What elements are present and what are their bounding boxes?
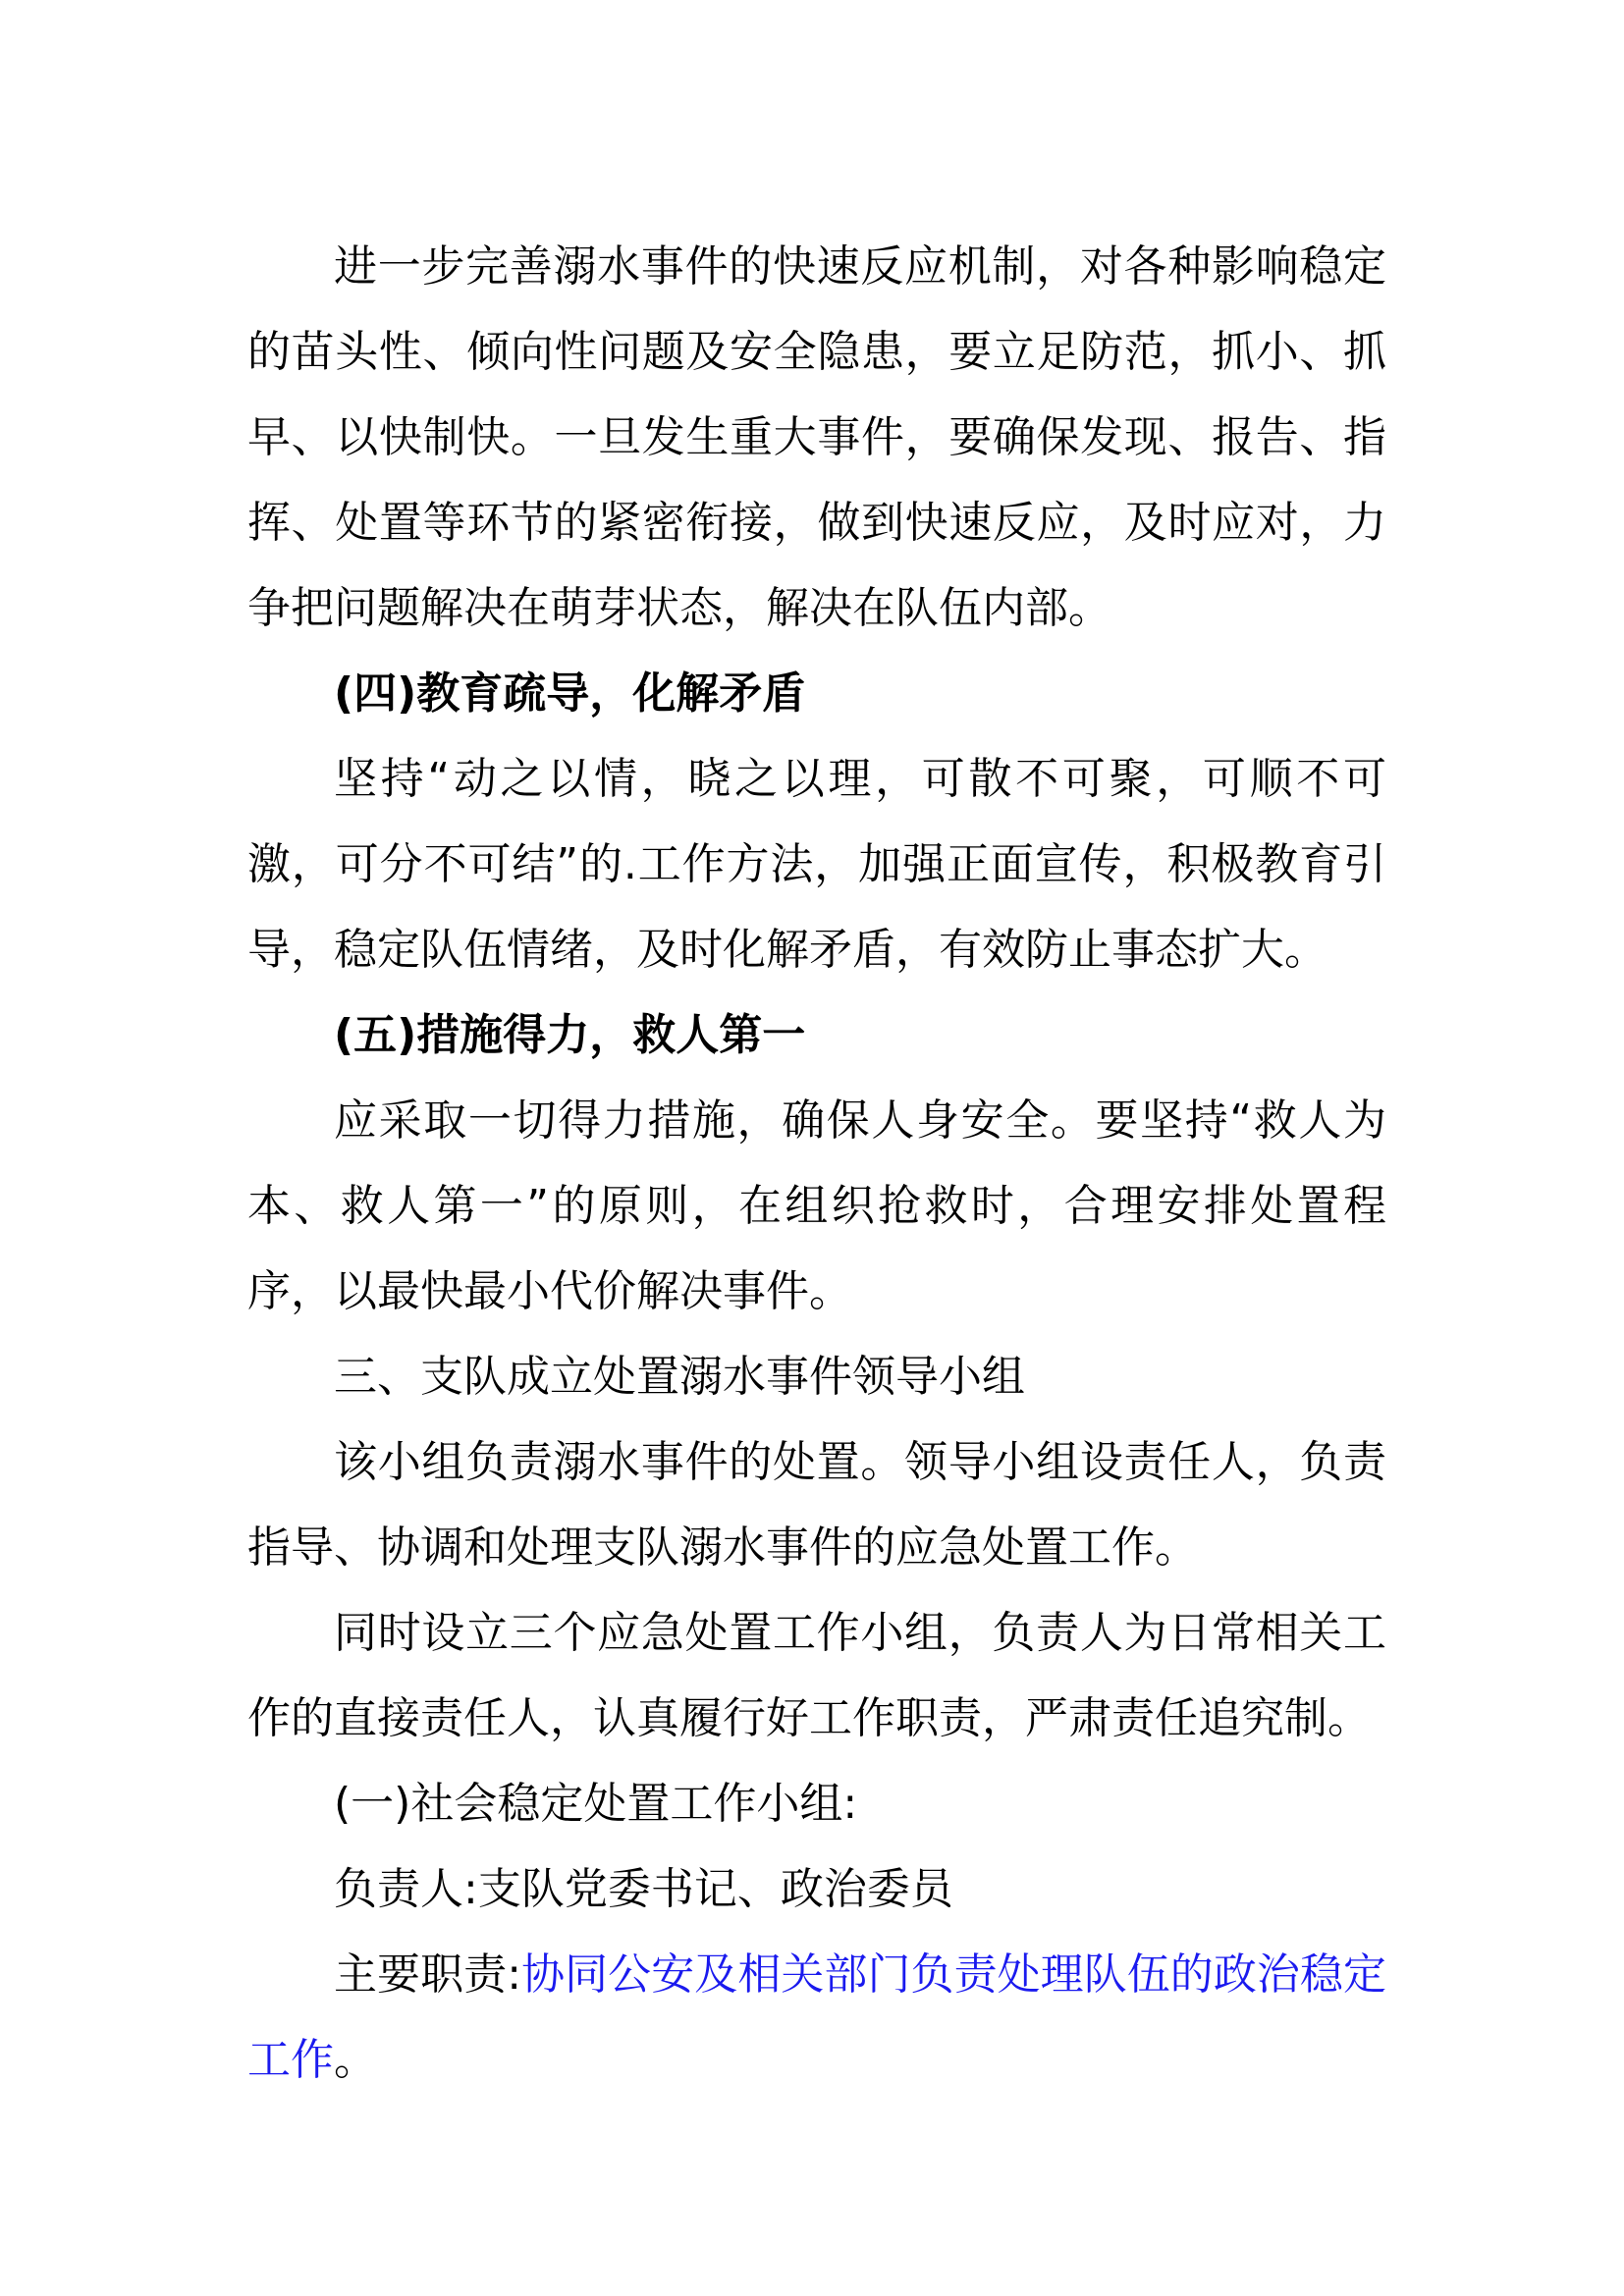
- heading-leading-group: 三、支队成立处置溺水事件领导小组: [334, 1352, 1025, 1402]
- heading-rescue-first: (五)措施得力，救人第一: [334, 1010, 806, 1060]
- heading-education-guidance: (四)教育疏导，化解矛盾: [334, 668, 806, 719]
- main-duties-suffix: 。: [334, 2035, 377, 2085]
- heading-social-stability-group: (一)社会稳定处置工作小组:: [334, 1779, 858, 1829]
- paragraph-group-duties: 该小组负责溺水事件的处置。领导小组设责任人，负责指导、协调和处理支队溺水事件的应急处置工作。: [247, 1437, 1386, 1573]
- paragraph-person-in-charge: 负责人:支队党委书记、政治委员: [334, 1864, 953, 1914]
- document-page: [247, 224, 1386, 2103]
- paragraph-working-groups: 同时设立三个应急处置工作小组，负责人为日常相关工作的直接责任人，认真履行好工作职责，严肃责任追究制。: [247, 1608, 1386, 1743]
- paragraph-persuasion-method: 坚持“动之以情，晓之以理，可散不可聚，可顺不可激，可分不可结”的.工作方法，加强正面宣传，积极教育引导，稳定队伍情绪，及时化解矛盾，有效防止事态扩大。: [247, 754, 1386, 975]
- main-duties-link[interactable]: 协同公安及相关部门负责处理队伍的政治稳定工作: [247, 1949, 1387, 2085]
- paragraph-rapid-response: 进一步完善溺水事件的快速反应机制，对各种影响稳定的苗头性、倾向性问题及安全隐患，要立足防范，抓小、抓早、以快制快。一旦发生重大事件，要确保发现、报告、指挥、处置等环节的紧密衔接，做到快速反应，及时应对，力争把问题解决在萌芽状态，解决在队伍内部。: [247, 241, 1386, 633]
- paragraph-main-duties: [247, 1932, 1386, 2103]
- main-duties-label: 主要职责:: [334, 1949, 522, 2000]
- paragraph-rescue-measures: 应采取一切得力措施，确保人身安全。要坚持“救人为本、救人第一”的原则，在组织抢救时，合理安排处置程序，以最快最小代价解决事件。: [247, 1095, 1386, 1316]
